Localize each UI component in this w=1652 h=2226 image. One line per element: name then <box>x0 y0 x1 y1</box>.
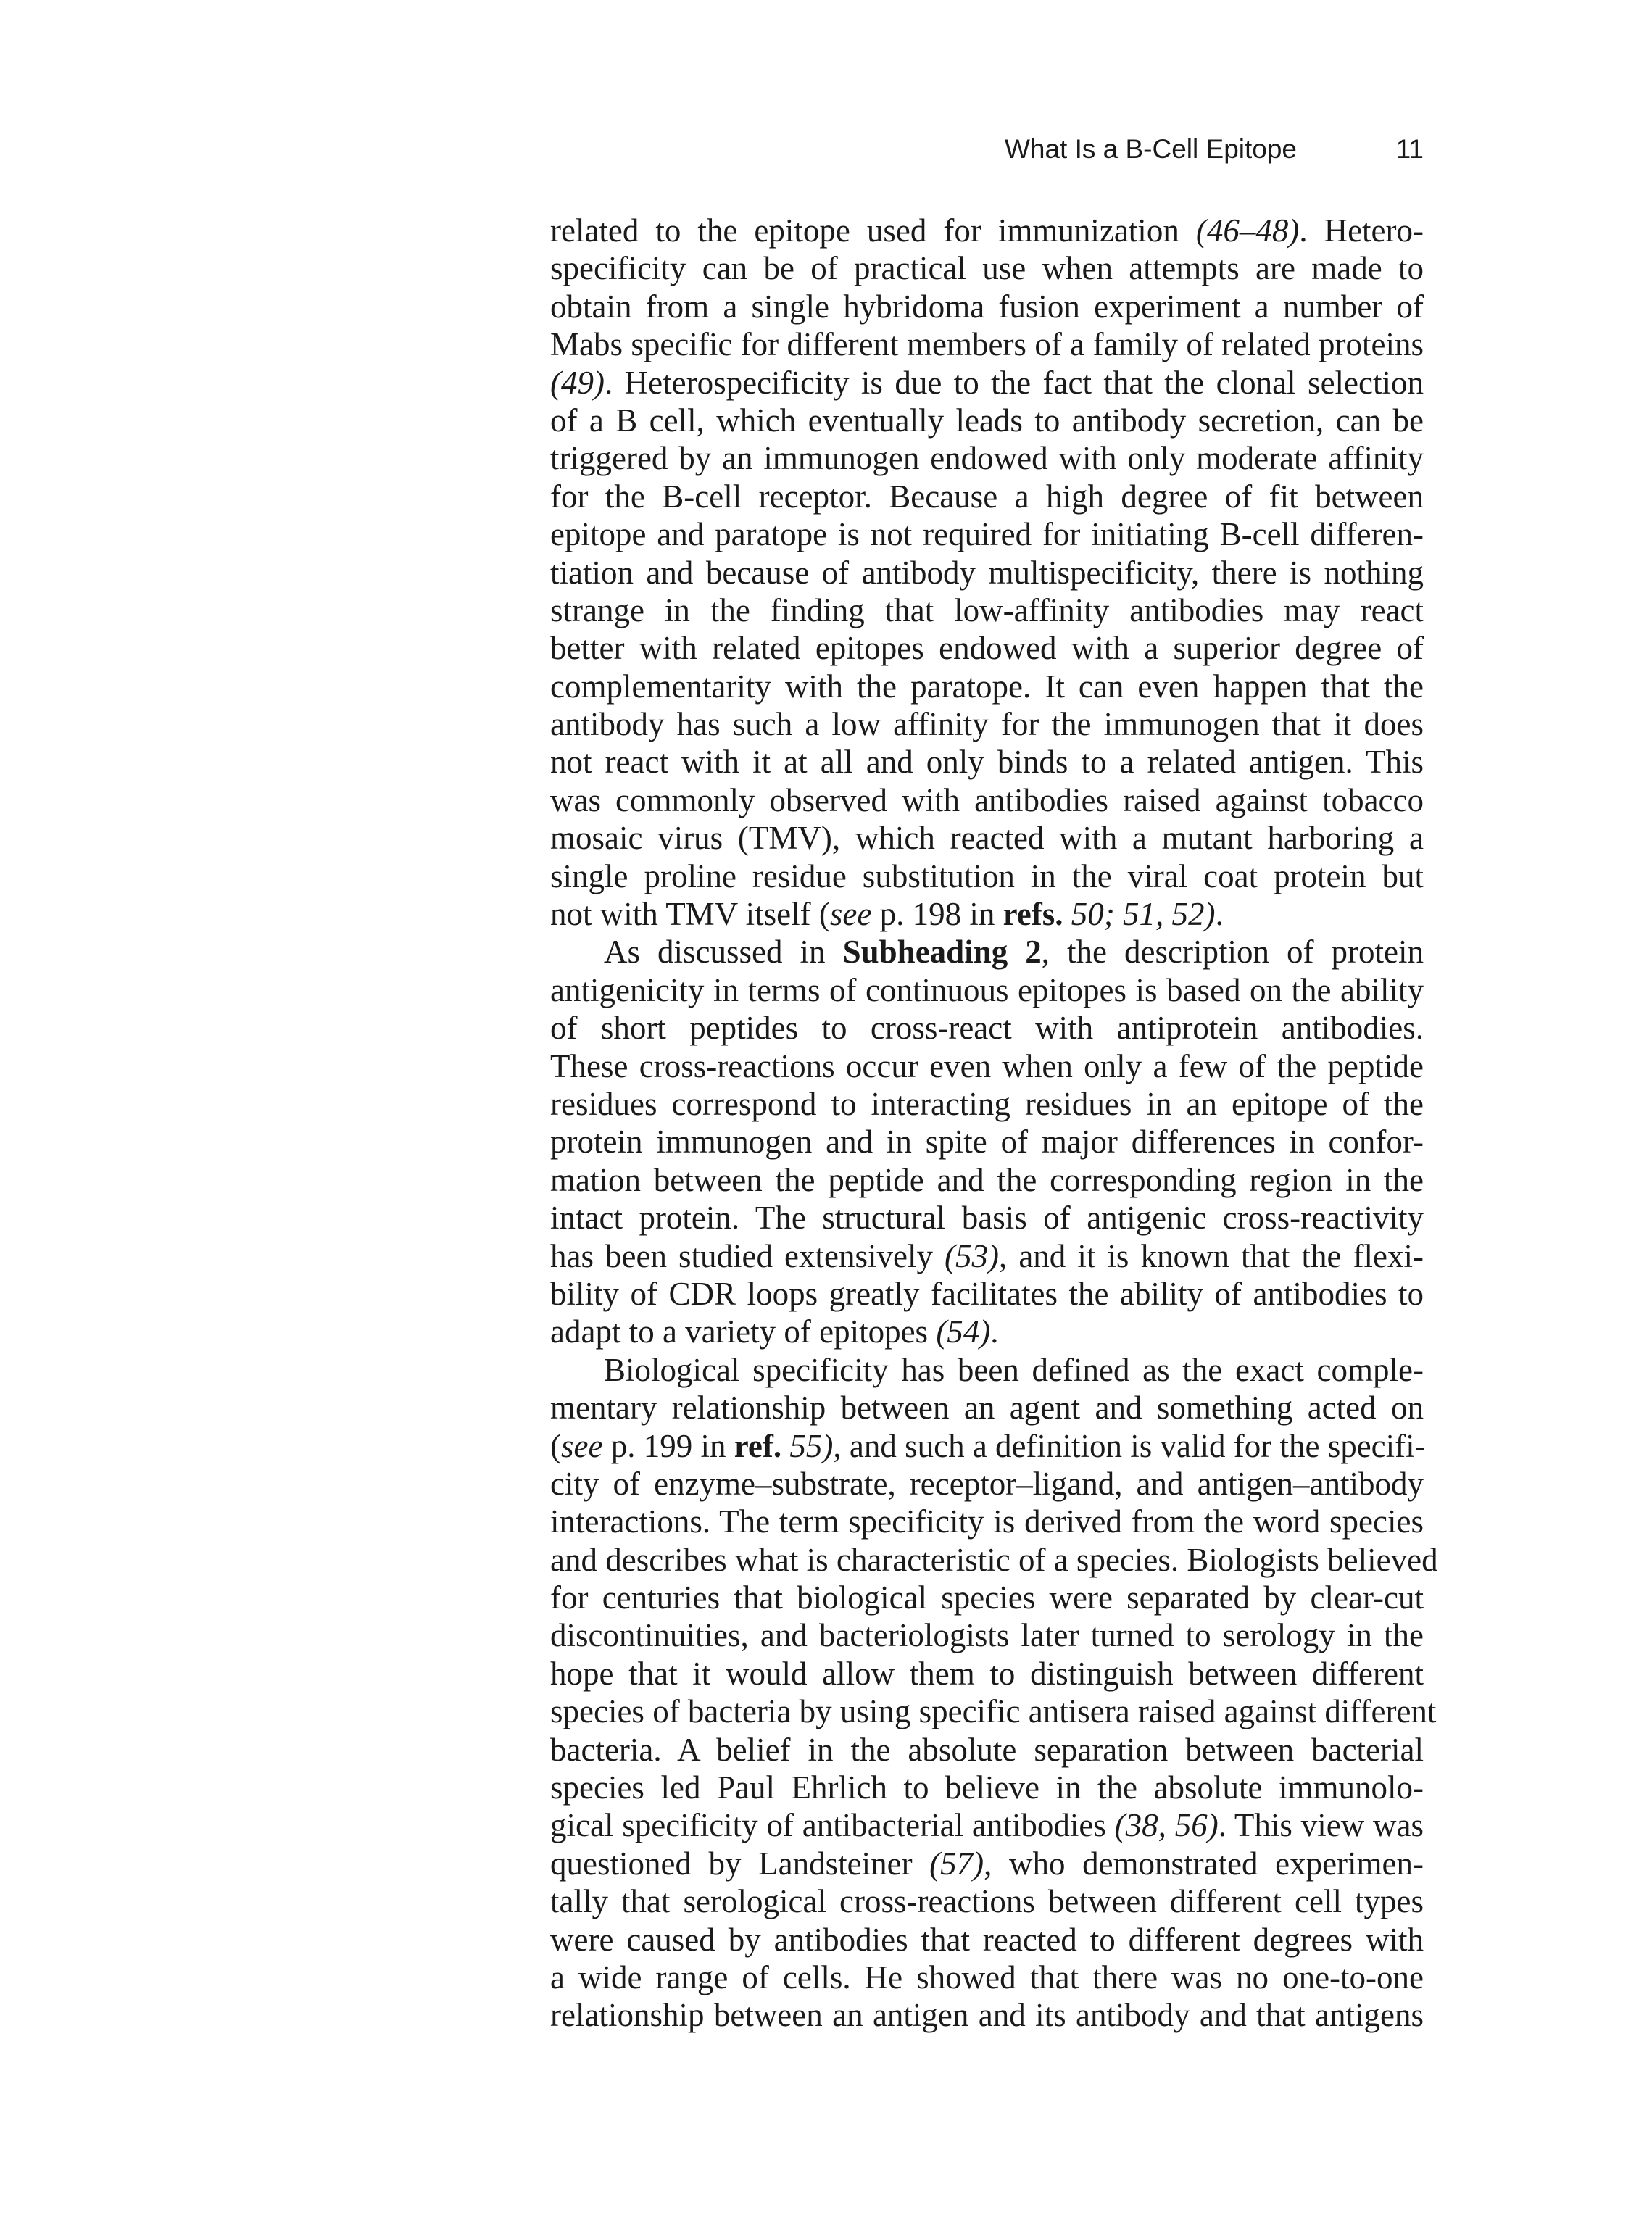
text-line <box>550 1237 1424 1275</box>
running-title: What Is a B-Cell Epitope <box>1004 134 1297 164</box>
text-line <box>550 249 1424 287</box>
text-run: . This view was <box>1218 1807 1424 1844</box>
text-line <box>550 591 1424 629</box>
text-run: , and it is known that the flexi- <box>999 1237 1424 1274</box>
text-run: antigenicity in terms of continuous epitopes is based on the ability <box>550 971 1424 1008</box>
text-line <box>550 1047 1424 1085</box>
text-run: . <box>990 1313 999 1350</box>
text-line <box>550 1731 1424 1769</box>
italic-text: (46–48) <box>1195 212 1300 249</box>
text-run: a wide range of cells. He showed that there was no one-to-one <box>550 1959 1424 1995</box>
text-run: mation between the peptide and the corresponding region in the <box>550 1161 1424 1198</box>
text-run: single proline residue substitution in the viral coat protein but <box>550 857 1424 894</box>
text-run <box>781 1428 789 1464</box>
text-line <box>550 1616 1424 1654</box>
text-line <box>550 325 1424 363</box>
text-run: Mabs specific for different members of a family of related proteins <box>550 326 1424 363</box>
text-run: tiation and because of antibody multispecificity, there is nothing <box>550 554 1424 591</box>
text-line <box>550 1351 1424 1389</box>
text-run: complementarity with the paratope. It can even happen that the <box>550 668 1424 705</box>
text-line <box>550 1769 1424 1806</box>
text-line <box>550 819 1424 857</box>
text-run: was commonly observed with antibodies raised against tobacco <box>550 781 1424 818</box>
text-run: . <box>1215 896 1224 933</box>
paragraph <box>550 212 1424 933</box>
italic-text: 50; 51, 52) <box>1071 896 1216 933</box>
text-run: p. 199 in <box>602 1427 734 1464</box>
text-line <box>550 1313 1424 1350</box>
text-line <box>550 364 1424 402</box>
text-line <box>550 668 1424 705</box>
text-run: intact protein. The structural basis of antigenic cross-reactivity <box>550 1200 1424 1237</box>
text-line <box>550 1085 1424 1123</box>
text-run: . Heterospecificity is due to the fact that the clonal selection <box>604 364 1424 401</box>
text-line <box>550 1427 1424 1465</box>
running-head <box>725 129 1424 170</box>
text-line <box>550 1123 1424 1160</box>
text-line <box>550 1389 1424 1426</box>
text-line <box>550 288 1424 325</box>
text-run: epitope and paratope is not required for initiating B-cell differen- <box>550 516 1424 553</box>
text-run: of a B cell, which eventually leads to antibody secretion, can be <box>550 402 1424 439</box>
text-line <box>550 629 1424 667</box>
text-line <box>550 1693 1437 1730</box>
text-line <box>550 1959 1424 1996</box>
text-run: interactions. The term specificity is derived from the word species <box>550 1503 1424 1540</box>
text-line <box>550 554 1424 591</box>
page-number: 11 <box>1395 134 1424 164</box>
text-line <box>550 1541 1438 1579</box>
text-line <box>550 1503 1424 1540</box>
text-run: for centuries that biological species were separated by clear-cut <box>550 1579 1424 1616</box>
italic-text: (54) <box>936 1313 991 1350</box>
text-run: , the description of protein <box>1041 934 1424 971</box>
text-run: bacteria. A belief in the absolute separation between bacterial <box>550 1731 1424 1768</box>
text-run: for the B-cell receptor. Because a high degree of fit between <box>550 478 1424 515</box>
text-line <box>550 1161 1424 1199</box>
text-run: ( <box>550 1427 561 1464</box>
text-line <box>550 895 1424 933</box>
text-line <box>550 1579 1424 1616</box>
text-run: These cross-reactions occur even when only a few of the peptide <box>550 1047 1424 1084</box>
text-run <box>1063 896 1071 932</box>
text-run: and describes what is characteristic of a species. Biologists believed <box>550 1541 1438 1578</box>
text-run: Biological specificity has been defined as the exact comple- <box>604 1351 1424 1388</box>
text-line <box>550 515 1424 553</box>
text-run: antibody has such a low affinity for the immunogen that it does <box>550 706 1424 743</box>
text-run: residues correspond to interacting residues in an epitope of the <box>550 1085 1424 1122</box>
text-line <box>550 743 1424 781</box>
text-run: not react with it at all and only binds to a related antigen. This <box>550 744 1424 781</box>
bold-text: ref. <box>734 1427 782 1464</box>
paragraph <box>550 1351 1438 2035</box>
text-run: protein immunogen and in spite of major differences in confor- <box>550 1124 1424 1160</box>
italic-text: (57) <box>929 1845 984 1882</box>
body-text <box>550 212 1438 2035</box>
text-line <box>550 1882 1424 1920</box>
text-run: p. 198 in <box>871 896 1003 933</box>
italic-text: see <box>829 896 872 933</box>
text-run: mosaic virus (TMV), which reacted with a mutant harboring a <box>550 820 1424 857</box>
text-run: bility of CDR loops greatly facilitates the ability of antibodies to <box>550 1275 1424 1312</box>
text-run: discontinuities, and bacteriologists later turned to serology in the <box>550 1617 1424 1654</box>
text-run: As discussed in <box>604 934 843 971</box>
text-line <box>550 1009 1424 1047</box>
text-line <box>550 402 1424 439</box>
text-line <box>550 1465 1424 1503</box>
italic-text: 55) <box>789 1427 834 1464</box>
text-line <box>550 439 1424 477</box>
text-run: . Hetero- <box>1299 212 1424 249</box>
text-run: species of bacteria by using specific antisera raised against different <box>550 1693 1437 1730</box>
text-line <box>550 478 1424 515</box>
text-run: of short peptides to cross-react with antiprotein antibodies. <box>550 1010 1424 1047</box>
text-line <box>550 1655 1424 1693</box>
text-line <box>550 705 1424 743</box>
italic-text: (49) <box>550 364 605 401</box>
text-run: species led Paul Ehrlich to believe in the absolute immunolo- <box>550 1769 1424 1806</box>
text-run: not with TMV itself ( <box>550 896 830 933</box>
text-run: gical specificity of antibacterial antibodies <box>550 1807 1115 1844</box>
text-line <box>550 933 1424 971</box>
text-run: strange in the finding that low-affinity antibodies may react <box>550 591 1424 628</box>
text-run: specificity can be of practical use when attempts are made to <box>550 250 1424 287</box>
text-run: mentary relationship between an agent and something acted on <box>550 1390 1424 1426</box>
text-run: obtain from a single hybridoma fusion experiment a number of <box>550 288 1424 325</box>
paragraph <box>550 933 1424 1350</box>
text-run: related to the epitope used for immunization <box>550 212 1196 249</box>
italic-text: see <box>561 1427 603 1464</box>
text-run: questioned by Landsteiner <box>550 1845 930 1882</box>
text-run: triggered by an immunogen endowed with only moderate affinity <box>550 440 1424 477</box>
text-run: has been studied extensively <box>550 1237 945 1274</box>
bold-text: Subheading 2 <box>842 934 1042 971</box>
text-line <box>550 857 1424 895</box>
text-run: relationship between an antigen and its antibody and that antigens <box>550 1997 1424 2034</box>
text-line <box>550 1275 1424 1313</box>
text-run: were caused by antibodies that reacted to different degrees with <box>550 1921 1424 1958</box>
italic-text: (38, 56) <box>1114 1807 1219 1844</box>
bold-text: refs. <box>1003 896 1063 933</box>
text-line <box>550 1199 1424 1237</box>
text-run: adapt to a variety of epitopes <box>550 1313 937 1350</box>
text-line <box>550 1806 1424 1844</box>
text-run: city of enzyme–substrate, receptor–ligand, and antigen–antibody <box>550 1465 1424 1502</box>
text-run: , who demonstrated experimen- <box>984 1845 1424 1882</box>
text-run: hope that it would allow them to distinguish between different <box>550 1655 1424 1692</box>
text-line <box>550 1845 1424 1882</box>
text-run: , and such a definition is valid for the specifi- <box>833 1427 1426 1464</box>
italic-text: (53) <box>945 1237 1000 1274</box>
text-run: better with related epitopes endowed with a superior degree of <box>550 630 1424 667</box>
text-line <box>550 1996 1424 2034</box>
text-line <box>550 1921 1424 1959</box>
text-run: tally that serological cross-reactions between different cell types <box>550 1883 1424 1920</box>
text-line <box>550 212 1424 249</box>
text-line <box>550 971 1424 1009</box>
text-line <box>550 781 1424 819</box>
